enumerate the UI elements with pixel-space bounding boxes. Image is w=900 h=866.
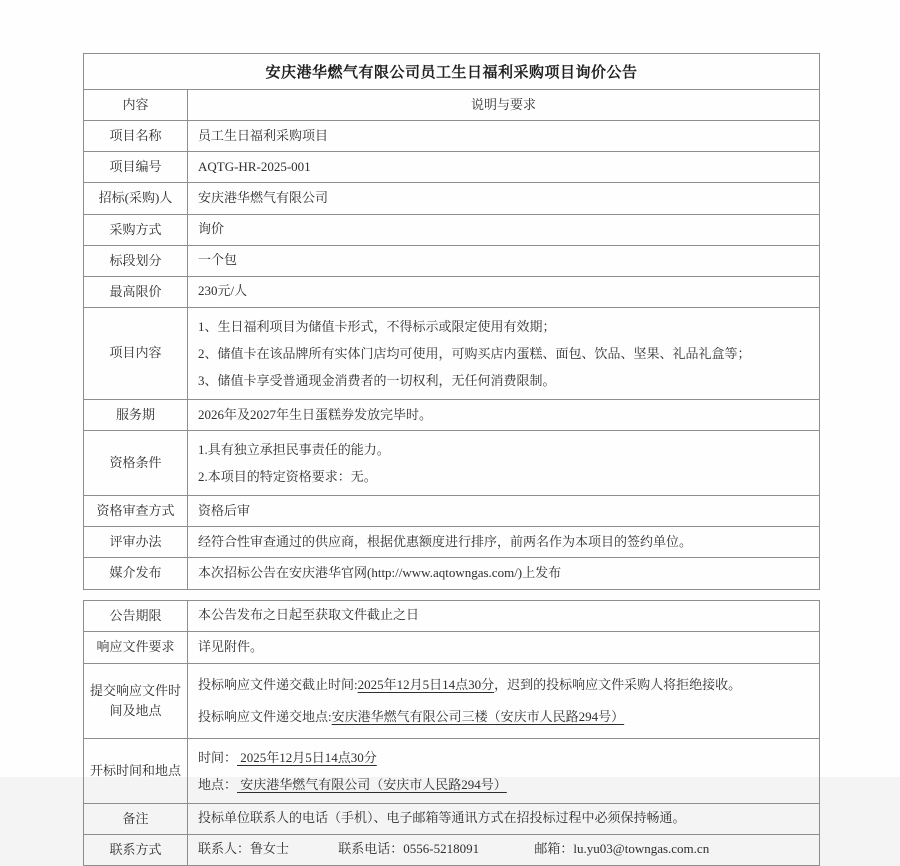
row-content: 2026年及2027年生日蛋糕券发放完毕时。	[188, 399, 820, 430]
row-label: 标段划分	[84, 245, 188, 276]
row-label: 项目编号	[84, 152, 188, 183]
table-row	[84, 399, 820, 430]
table-row	[84, 152, 820, 183]
row-label: 采购方式	[84, 214, 188, 245]
content-line	[198, 744, 809, 771]
submission-place-prefix: 投标响应文件递交地点:	[198, 708, 332, 724]
header-col-content: 内容	[84, 90, 188, 121]
table-row	[84, 496, 820, 527]
row-content: 经符合性审查通过的供应商，根据优惠额度进行排序，前两名作为本项目的签约单位。	[188, 527, 820, 558]
table-row	[84, 558, 820, 589]
row-content	[188, 307, 820, 399]
row-content: 投标单位联系人的电话（手机）、电子邮箱等通讯方式在招投标过程中必须保持畅通。	[188, 803, 820, 834]
row-content: 一个包	[188, 245, 820, 276]
row-label: 媒介发布	[84, 558, 188, 589]
table-row-contact	[84, 834, 820, 865]
content-line: 2.本项目的特定资格要求：无。	[198, 469, 377, 485]
row-label: 资格条件	[84, 431, 188, 496]
row-label: 开标时间和地点	[84, 738, 188, 803]
row-label: 评审办法	[84, 527, 188, 558]
submission-deadline-prefix: 投标响应文件递交截止时间:	[198, 676, 358, 692]
table-row-submission	[84, 663, 820, 738]
table-row	[84, 214, 820, 245]
table-row-qualification	[84, 431, 820, 496]
opening-time-prefix: 时间：	[198, 749, 238, 765]
row-label: 项目名称	[84, 121, 188, 152]
page-title: 安庆港华燃气有限公司员工生日福利采购项目询价公告	[84, 54, 820, 90]
table-row	[84, 183, 820, 214]
content-line: 1.具有独立承担民事责任的能力。	[198, 442, 390, 458]
table-row	[84, 600, 820, 631]
content-line: 3、储值卡享受普通现金消费者的一切权利，无任何消费限制。	[198, 372, 556, 388]
row-content: 230元/人	[188, 276, 820, 307]
row-content: 本次招标公告在安庆港华官网(http://www.aqtowngas.com/)上发布	[188, 558, 820, 589]
header-row	[84, 90, 820, 121]
submission-deadline-suffix: ，迟到的投标响应文件采购人将拒绝接收。	[494, 676, 742, 692]
row-label: 项目内容	[84, 307, 188, 399]
table-row-project-content	[84, 307, 820, 399]
header-col-requirements: 说明与要求	[188, 90, 820, 121]
row-label: 公告期限	[84, 600, 188, 631]
table-row	[84, 527, 820, 558]
content-line	[198, 701, 809, 733]
opening-place-prefix: 地点：	[198, 776, 238, 792]
opening-place-value: 安庆港华燃气有限公司（安庆市人民路294号）	[237, 776, 507, 792]
row-content	[188, 834, 820, 865]
contact-person: 联系人：鲁女士	[198, 841, 290, 857]
announcement-table-schedule	[83, 600, 820, 866]
content-line	[198, 771, 809, 798]
row-label: 服务期	[84, 399, 188, 430]
table-row	[84, 245, 820, 276]
opening-time-value: 2025年12月5日14点30分	[237, 749, 377, 765]
row-content: 安庆港华燃气有限公司	[188, 183, 820, 214]
submission-place-value: 安庆港华燃气有限公司三楼（安庆市人民路294号）	[331, 708, 625, 724]
row-content	[188, 431, 820, 496]
announcement-document	[83, 53, 820, 866]
table-row	[84, 803, 820, 834]
contact-email: lu.yu03@towngas.com.cn	[573, 841, 710, 857]
row-label: 招标(采购)人	[84, 183, 188, 214]
title-row	[84, 54, 820, 90]
row-label: 响应文件要求	[84, 631, 188, 663]
content-line: 2、储值卡在该品牌所有实体门店均可使用，可购买店内蛋糕、面包、饮品、坚果、礼品礼盒等；	[198, 345, 751, 361]
row-label: 联系方式	[84, 834, 188, 865]
content-line	[198, 669, 809, 701]
table-row	[84, 276, 820, 307]
row-label: 提交响应文件时间及地点	[84, 663, 188, 738]
row-content: 员工生日福利采购项目	[188, 121, 820, 152]
row-content: 询价	[188, 214, 820, 245]
table-row-opening	[84, 738, 820, 803]
row-content	[188, 738, 820, 803]
row-label: 备注	[84, 803, 188, 834]
row-content	[188, 663, 820, 738]
content-line: 1、生日福利项目为储值卡形式，不得标示或限定使用有效期；	[198, 318, 556, 334]
row-label: 资格审查方式	[84, 496, 188, 527]
contact-phone: 联系电话：0556-5218091	[338, 841, 480, 857]
row-content: 本公告发布之日起至获取文件截止之日	[188, 600, 820, 631]
table-row	[84, 121, 820, 152]
submission-deadline-value: 2025年12月5日14点30分	[357, 676, 495, 692]
row-content: 资格后审	[188, 496, 820, 527]
contact-email-label: 邮箱：	[534, 841, 574, 857]
announcement-table-main	[83, 53, 820, 590]
table-row	[84, 631, 820, 663]
row-content: 详见附件。	[188, 631, 820, 663]
row-content: AQTG-HR-2025-001	[188, 152, 820, 183]
row-label: 最高限价	[84, 276, 188, 307]
